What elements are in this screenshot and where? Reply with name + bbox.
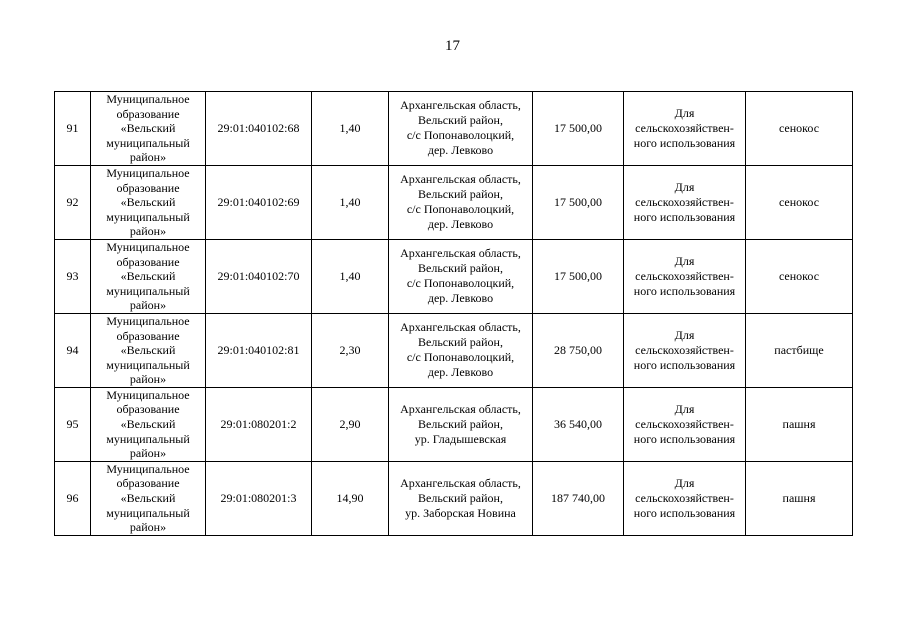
price-cell: 17 500,00 — [533, 239, 624, 313]
price-cell: 17 500,00 — [533, 92, 624, 166]
cadastral-number-cell: 29:01:040102:70 — [206, 239, 312, 313]
area-cell: 1,40 — [312, 239, 389, 313]
row-number: 93 — [55, 239, 91, 313]
owner-cell: Муниципальное образование «Вельский муниципальный район» — [91, 313, 206, 387]
address-cell: Архангельская область, Вельский район, ур. Гладышевская — [389, 387, 533, 461]
permitted-use-cell: сенокос — [746, 92, 853, 166]
cadastral-number-cell: 29:01:040102:69 — [206, 165, 312, 239]
row-number: 91 — [55, 92, 91, 166]
owner-cell: Муниципальное образование «Вельский муниципальный район» — [91, 92, 206, 166]
area-cell: 2,90 — [312, 387, 389, 461]
cadastral-number-cell: 29:01:040102:81 — [206, 313, 312, 387]
row-number: 96 — [55, 461, 91, 535]
owner-cell: Муниципальное образование «Вельский муниципальный район» — [91, 165, 206, 239]
land-category-cell: Для сельскохозяйствен- ного использования — [624, 461, 746, 535]
permitted-use-cell: пастбище — [746, 313, 853, 387]
table-row — [55, 313, 853, 387]
address-cell: Архангельская область, Вельский район, с/с Попонаволоцкий, дер. Левково — [389, 239, 533, 313]
price-cell: 28 750,00 — [533, 313, 624, 387]
land-category-cell: Для сельскохозяйствен- ного использования — [624, 387, 746, 461]
row-number: 95 — [55, 387, 91, 461]
cadastral-number-cell: 29:01:080201:2 — [206, 387, 312, 461]
table-row — [55, 92, 853, 166]
area-cell: 2,30 — [312, 313, 389, 387]
table-row — [55, 461, 853, 535]
row-number: 94 — [55, 313, 91, 387]
permitted-use-cell: пашня — [746, 387, 853, 461]
table-row — [55, 387, 853, 461]
area-cell: 1,40 — [312, 92, 389, 166]
permitted-use-cell: пашня — [746, 461, 853, 535]
address-cell: Архангельская область, Вельский район, с/с Попонаволоцкий, дер. Левково — [389, 313, 533, 387]
address-cell: Архангельская область, Вельский район, ур. Заборская Новина — [389, 461, 533, 535]
permitted-use-cell: сенокос — [746, 165, 853, 239]
row-number: 92 — [55, 165, 91, 239]
address-cell: Архангельская область, Вельский район, с/с Попонаволоцкий, дер. Левково — [389, 92, 533, 166]
cadastral-number-cell: 29:01:040102:68 — [206, 92, 312, 166]
owner-cell: Муниципальное образование «Вельский муниципальный район» — [91, 387, 206, 461]
area-cell: 14,90 — [312, 461, 389, 535]
land-category-cell: Для сельскохозяйствен- ного использования — [624, 92, 746, 166]
land-category-cell: Для сельскохозяйствен- ного использования — [624, 165, 746, 239]
land-category-cell: Для сельскохозяйствен- ного использования — [624, 313, 746, 387]
page-number: 17 — [445, 38, 460, 54]
land-category-cell: Для сельскохозяйствен- ного использования — [624, 239, 746, 313]
owner-cell: Муниципальное образование «Вельский муниципальный район» — [91, 461, 206, 535]
cadastral-number-cell: 29:01:080201:3 — [206, 461, 312, 535]
table-row — [55, 239, 853, 313]
price-cell: 36 540,00 — [533, 387, 624, 461]
area-cell: 1,40 — [312, 165, 389, 239]
price-cell: 17 500,00 — [533, 165, 624, 239]
price-cell: 187 740,00 — [533, 461, 624, 535]
address-cell: Архангельская область, Вельский район, с/с Попонаволоцкий, дер. Левково — [389, 165, 533, 239]
permitted-use-cell: сенокос — [746, 239, 853, 313]
owner-cell: Муниципальное образование «Вельский муниципальный район» — [91, 239, 206, 313]
table-row — [55, 165, 853, 239]
land-plots-table — [54, 91, 853, 536]
